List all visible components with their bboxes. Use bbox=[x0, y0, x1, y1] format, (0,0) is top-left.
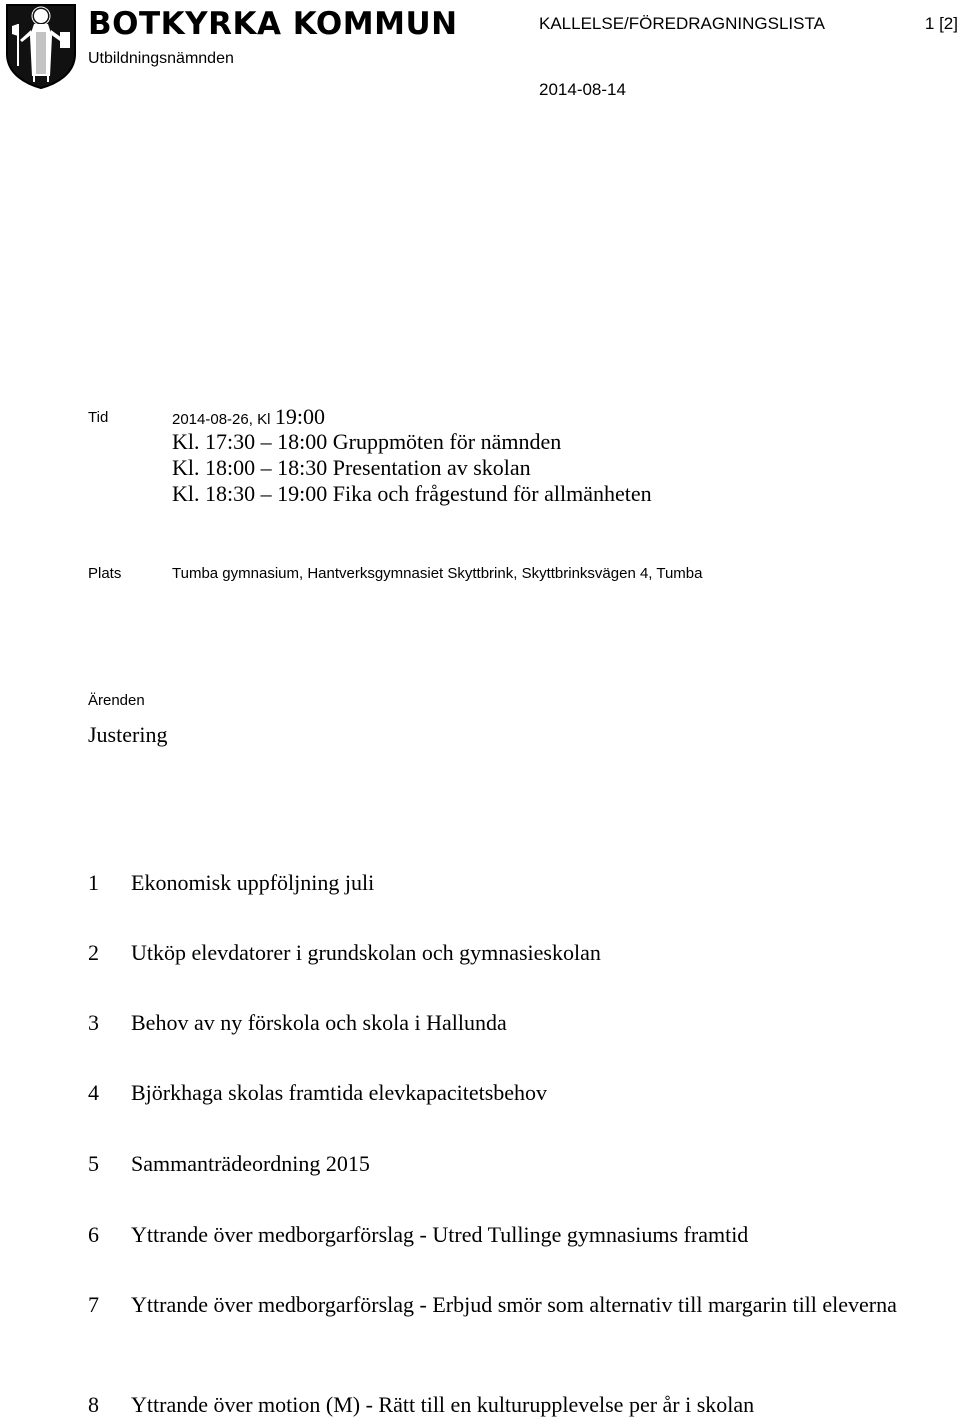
agenda-item bbox=[88, 868, 908, 898]
agenda-item-title: Yttrande över medborgarförslag - Utred Tullinge gymnasiums framtid bbox=[131, 1222, 749, 1247]
place-label: Plats bbox=[88, 565, 122, 582]
time-label: Tid bbox=[88, 409, 109, 426]
adjustment-item: Justering bbox=[88, 722, 168, 747]
agenda-item-number: 8 bbox=[88, 1392, 99, 1417]
department-name: Utbildningsnämnden bbox=[88, 50, 234, 67]
agenda-item bbox=[88, 1290, 908, 1320]
agenda-item bbox=[88, 1078, 908, 1108]
agenda-item-number: 6 bbox=[88, 1222, 99, 1247]
schedule-line: Kl. 17:30 – 18:00 Gruppmöten för nämnden bbox=[172, 429, 562, 454]
agenda-item-title: Yttrande över medborgarförslag - Erbjud smör som alternativ till margarin till eleverna bbox=[131, 1292, 897, 1317]
agenda-item bbox=[88, 1149, 908, 1179]
agenda-item-title: Behov av ny förskola och skola i Hallunda bbox=[131, 1010, 507, 1035]
agenda-item-title: Björkhaga skolas framtida elevkapacitetsbehov bbox=[131, 1080, 548, 1105]
agenda-item-number: 4 bbox=[88, 1080, 99, 1105]
agenda-item bbox=[88, 1220, 908, 1250]
agenda-item-number: 5 bbox=[88, 1151, 99, 1176]
agenda-item-title: Ekonomisk uppföljning juli bbox=[131, 870, 375, 895]
schedule-line: Kl. 18:00 – 18:30 Presentation av skolan bbox=[172, 455, 531, 480]
matters-heading: Ärenden bbox=[88, 692, 145, 709]
time-prefix: , Kl bbox=[248, 411, 271, 428]
page-number: 1 [2] bbox=[924, 14, 958, 33]
meeting-time: 19:00 bbox=[274, 404, 325, 429]
meeting-place: Tumba gymnasium, Hantverksgymnasiet Skyttbrink, Skyttbrinksvägen 4, Tumba bbox=[172, 565, 703, 582]
municipality-coat-of-arms-logo bbox=[4, 2, 78, 90]
agenda-item bbox=[88, 1390, 908, 1420]
agenda-item bbox=[88, 1008, 908, 1038]
agenda-item-title: Utköp elevdatorer i grundskolan och gymnasieskolan bbox=[131, 940, 601, 965]
agenda-item-title: Yttrande över motion (M) - Rätt till en kulturupplevelse per år i skolan bbox=[131, 1392, 755, 1417]
agenda-item-title: Sammanträdeordning 2015 bbox=[131, 1151, 370, 1176]
document-type: KALLELSE/FÖREDRAGNINGSLISTA bbox=[539, 14, 825, 33]
organization-name: BOTKYRKA KOMMUN bbox=[88, 6, 458, 42]
agenda-item bbox=[88, 938, 908, 968]
document-date: 2014-08-14 bbox=[539, 80, 626, 99]
schedule-line: Kl. 18:30 – 19:00 Fika och frågestund för allmänheten bbox=[172, 481, 652, 506]
agenda-item-number: 3 bbox=[88, 1010, 99, 1035]
agenda-item-number: 1 bbox=[88, 870, 99, 895]
agenda-item-number: 7 bbox=[88, 1292, 99, 1317]
agenda-item-number: 2 bbox=[88, 940, 99, 965]
meeting-date: 2014-08-26 bbox=[172, 411, 249, 428]
